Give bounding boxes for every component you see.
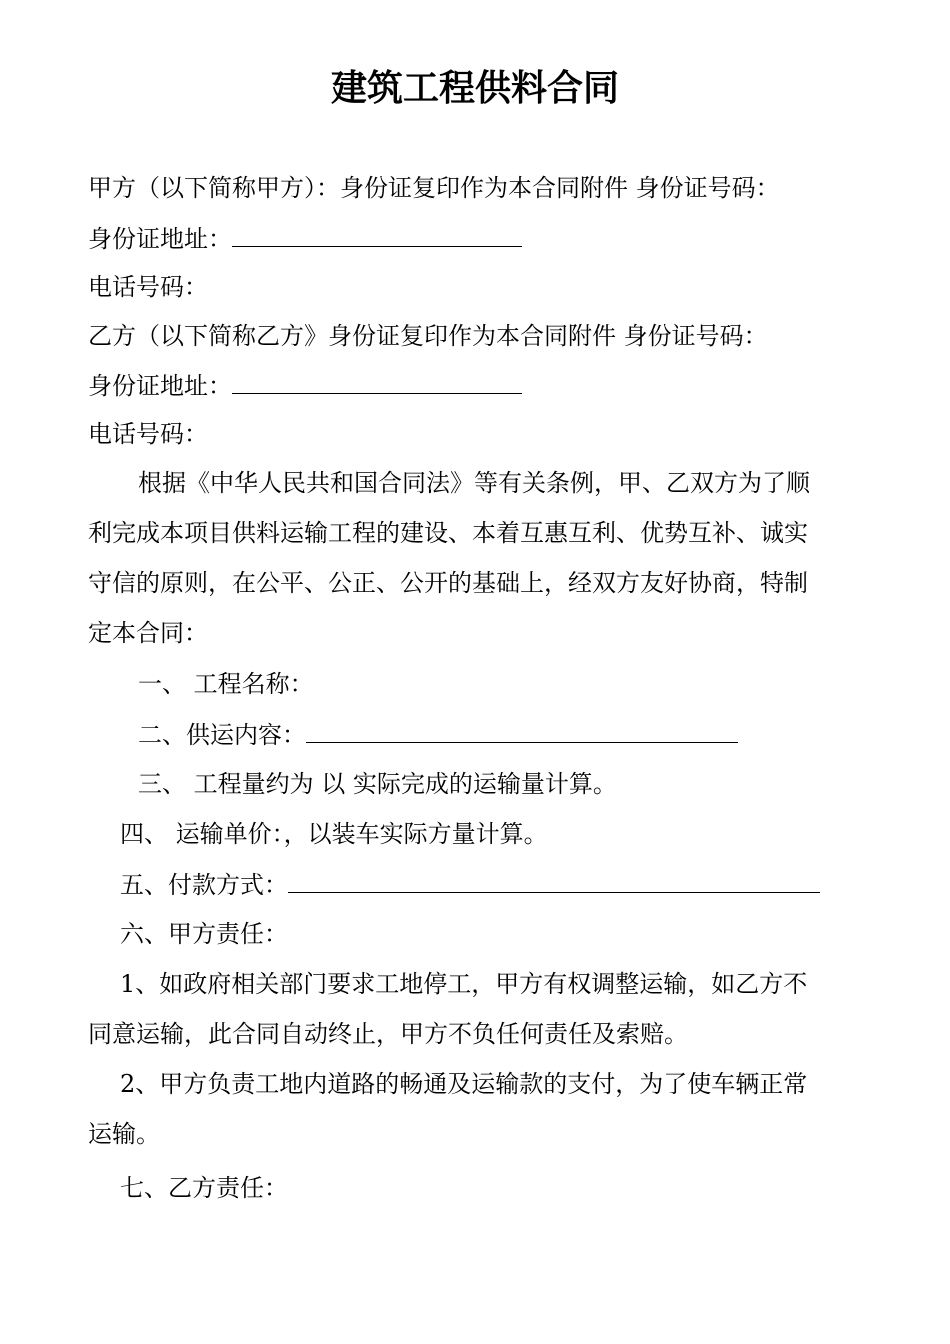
supply-content-blank [306, 718, 738, 743]
document-title: 建筑工程供料合同 [330, 67, 619, 109]
party-a-address [88, 222, 522, 255]
party-a-address-blank [232, 222, 522, 247]
preamble-line: 守信的原则，在公平、公正、公开的基础上，经双方友好协商，特制 [88, 569, 808, 597]
party-a-phone-label: 电话号码： [88, 273, 208, 301]
clause-unit-price: 四、 运输单价：，以装车实际方量计算。 [120, 820, 548, 848]
party-a-duty-line: 2、甲方负责工地内道路的畅通及运输款的支付，为了使车辆正常 [120, 1070, 808, 1098]
party-a-duty-line: 同意运输，此合同自动终止，甲方不负任何责任及索赔。 [88, 1020, 688, 1048]
party-a-line: 甲方（以下简称甲方）：身份证复印作为本合同附件 身份证号码： [88, 174, 780, 202]
party-a-duty-line: 运输。 [88, 1120, 160, 1148]
party-b-address-label: 身份证地址： [88, 372, 232, 400]
clause-supply-content [138, 718, 738, 751]
party-b-phone-label: 电话号码： [88, 420, 208, 448]
clause-supply-content-label: 二、供运内容： [138, 721, 306, 749]
party-a-duty-line: 1、如政府相关部门要求工地停工，甲方有权调整运输，如乙方不 [120, 970, 808, 998]
party-b-line: 乙方（以下简称乙方》身份证复印作为本合同附件 身份证号码： [88, 322, 768, 350]
clause-quantity: 三、 工程量约为 以 实际完成的运输量计算。 [138, 770, 617, 798]
preamble-line: 利完成本项目供料运输工程的建设、本着互惠互利、优势互补、诚实 [88, 519, 808, 547]
preamble-line: 根据《中华人民共和国合同法》等有关条例，甲、乙双方为了顺 [138, 469, 810, 497]
party-a-address-label: 身份证地址： [88, 225, 232, 253]
party-b-address-blank [232, 369, 522, 394]
clause-party-a-duties: 六、甲方责任： [120, 920, 288, 948]
clause-payment-label: 五、付款方式： [120, 871, 288, 899]
clause-project-name: 一、 工程名称： [138, 670, 314, 698]
payment-blank [288, 868, 820, 893]
clause-party-b-duties: 七、乙方责任： [120, 1174, 288, 1202]
preamble-line: 定本合同： [88, 619, 208, 647]
clause-payment [120, 868, 820, 901]
party-b-address [88, 369, 522, 402]
